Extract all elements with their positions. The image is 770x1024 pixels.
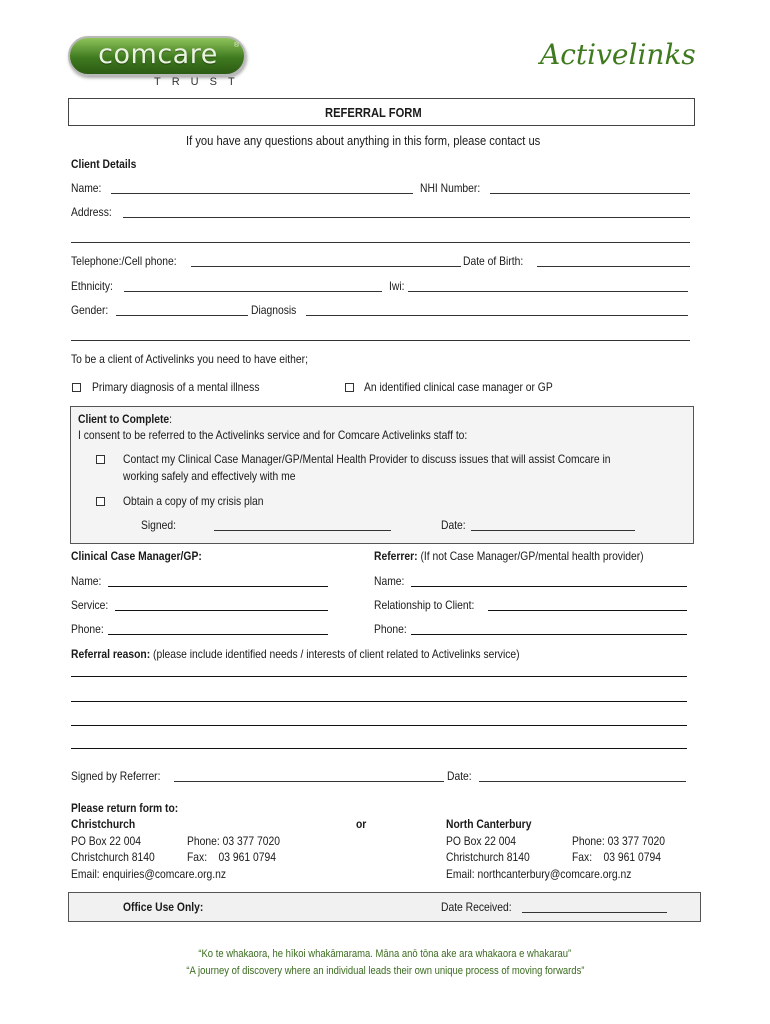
referrer-signed-label: Signed by Referrer: (71, 769, 161, 783)
chch-city: Christchurch 8140 (71, 850, 155, 864)
consent-date-field[interactable] (471, 530, 635, 531)
form-intro: If you have any questions about anything in this form, please contact us (186, 133, 541, 148)
ethnicity-field[interactable] (124, 291, 382, 292)
case-manager-heading: Clinical Case Manager/GP: (71, 549, 202, 563)
eligibility-text: To be a client of Activelinks you need to have either; (71, 352, 308, 366)
nc-city: Christchurch 8140 (446, 850, 530, 864)
crisis-plan-text: Obtain a copy of my crisis plan (123, 494, 264, 508)
referral-reason-line-3[interactable] (71, 725, 687, 726)
gender-label: Gender: (71, 303, 109, 317)
address-field-line-2[interactable] (71, 242, 690, 243)
chch-fax-label: Fax: (187, 850, 208, 864)
referrer-name-label: Name: (374, 574, 405, 588)
primary-diagnosis-checkbox[interactable] (72, 383, 81, 392)
consent-date-label: Date: (441, 518, 466, 532)
consent-heading-colon: : (169, 412, 173, 426)
footer-maori-whakatauki: “Ko te whakaora, he hīkoi whakāmarama. Māna anō tōna ake ara whakaora e whakarau” (198, 948, 572, 960)
case-manager-checkbox[interactable] (345, 383, 354, 392)
referrer-phone-field[interactable] (411, 634, 687, 635)
relationship-label: Relationship to Client: (374, 598, 475, 612)
referrer-heading-note: (If not Case Manager/GP/mental health provider) (420, 549, 644, 563)
christchurch-heading: Christchurch (71, 817, 136, 831)
gender-field[interactable] (116, 315, 248, 316)
activelinks-brand: Activelinks (540, 38, 696, 71)
referral-reason-line-1[interactable] (71, 676, 687, 677)
or-separator: or (356, 817, 367, 831)
form-title-box (68, 98, 695, 126)
consent-intro: I consent to be referred to the Activelinks service and for Comcare Activelinks staff to: (78, 428, 468, 442)
client-name-label: Name: (71, 181, 102, 195)
contact-provider-text-line-2: working safely and effectively with me (123, 469, 296, 483)
relationship-field[interactable] (488, 610, 687, 611)
cm-phone-label: Phone: (71, 622, 104, 636)
nhi-number-field[interactable] (490, 193, 690, 194)
chch-phone-label: Phone: (187, 834, 220, 848)
office-use-label: Office Use Only: (123, 900, 204, 914)
nc-fax: 03 961 0794 (603, 850, 661, 864)
referrer-date-label: Date: (447, 769, 472, 783)
address-field[interactable] (123, 217, 690, 218)
north-canterbury-heading: North Canterbury (446, 817, 532, 831)
referral-reason-line-4[interactable] (71, 748, 687, 749)
nc-po-box: PO Box 22 004 (446, 834, 516, 848)
crisis-plan-checkbox[interactable] (96, 497, 105, 506)
logo-wordmark: comcare (98, 39, 218, 70)
consent-signed-label: Signed: (141, 518, 177, 532)
consent-signature-field[interactable] (214, 530, 391, 531)
date-received-field[interactable] (522, 912, 667, 913)
iwi-label: Iwi: (389, 279, 405, 293)
referral-reason-note: (please include identified needs / interests of client related to Activelinks service) (153, 647, 520, 661)
referral-reason-label: Referral reason: (71, 647, 151, 661)
referrer-phone-label: Phone: (374, 622, 407, 636)
referral-reason-line-2[interactable] (71, 701, 687, 702)
case-manager-label: An identified clinical case manager or GP (364, 380, 553, 394)
chch-phone: 03 377 7020 (222, 834, 280, 848)
referrer-signature-field[interactable] (174, 781, 444, 782)
nc-phone-label: Phone: (572, 834, 605, 848)
address-label: Address: (71, 205, 112, 219)
logo-subtitle: TRUST (154, 76, 246, 88)
ethnicity-label: Ethnicity: (71, 279, 113, 293)
dob-field[interactable] (537, 266, 690, 267)
cm-name-field[interactable] (108, 586, 328, 587)
footer-english-translation: “A journey of discovery where an individual leads their own unique process of moving forwards” (185, 965, 585, 977)
referrer-name-field[interactable] (411, 586, 687, 587)
referrer-date-field[interactable] (479, 781, 686, 782)
comcare-trust-logo (68, 36, 248, 92)
cm-service-label: Service: (71, 598, 109, 612)
client-details-heading: Client Details (71, 157, 137, 171)
chch-email[interactable]: Email: enquiries@comcare.org.nz (71, 867, 227, 881)
logo-registered-mark: ® (234, 42, 240, 49)
contact-provider-checkbox[interactable] (96, 455, 105, 464)
contact-provider-text-line-1: Contact my Clinical Case Manager/GP/Mental Health Provider to discuss issues that will assist Comcare in (123, 452, 611, 466)
nc-email[interactable]: Email: northcanterbury@comcare.org.nz (446, 867, 632, 881)
cm-name-label: Name: (71, 574, 102, 588)
consent-heading: Client to Complete (78, 412, 170, 426)
nhi-label: NHI Number: (420, 181, 481, 195)
return-heading: Please return form to: (71, 801, 179, 815)
date-received-label: Date Received: (441, 900, 512, 914)
client-name-field[interactable] (111, 193, 413, 194)
diagnosis-field-line-2[interactable] (71, 340, 690, 341)
iwi-field[interactable] (408, 291, 688, 292)
nc-phone: 03 377 7020 (607, 834, 665, 848)
chch-po-box: PO Box 22 004 (71, 834, 141, 848)
client-phone-field[interactable] (191, 266, 461, 267)
diagnosis-field[interactable] (306, 315, 688, 316)
referrer-heading: Referrer: (374, 549, 418, 563)
cm-phone-field[interactable] (108, 634, 328, 635)
nc-fax-label: Fax: (572, 850, 593, 864)
dob-label: Date of Birth: (463, 254, 524, 268)
form-title: REFERRAL FORM (325, 105, 422, 120)
phone-label: Telephone:/Cell phone: (71, 254, 177, 268)
cm-service-field[interactable] (115, 610, 328, 611)
primary-diagnosis-label: Primary diagnosis of a mental illness (92, 380, 260, 394)
diagnosis-label: Diagnosis (251, 303, 297, 317)
chch-fax: 03 961 0794 (218, 850, 276, 864)
